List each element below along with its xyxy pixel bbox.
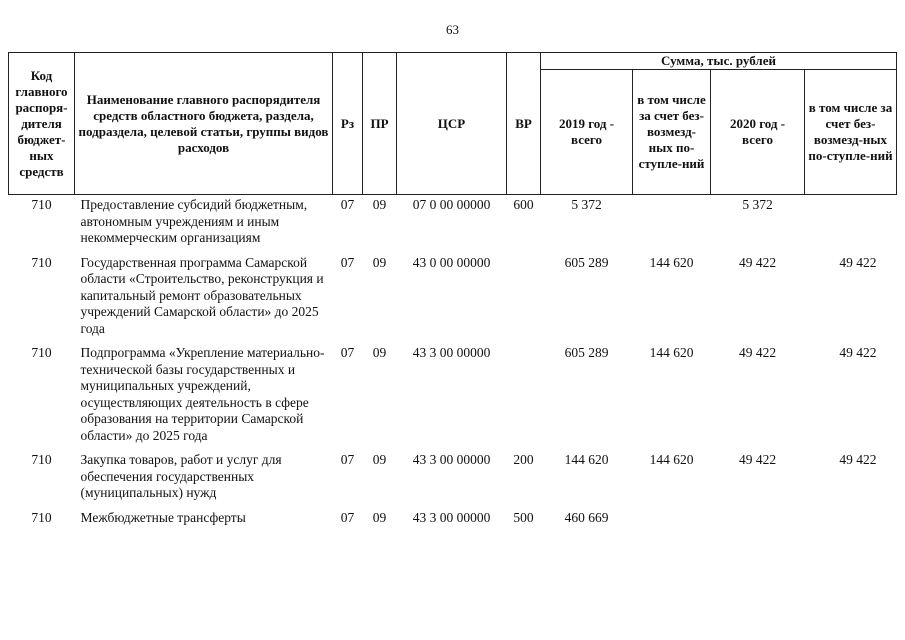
cell-rz: 07 — [340, 452, 355, 467]
cell-rz: 07 — [340, 197, 355, 212]
cell-code: 710 — [31, 452, 52, 467]
cell-vr — [507, 253, 541, 344]
cell-code: 710 — [31, 509, 52, 525]
header-name: Наименование главного распорядителя средств областного бюджета, раздела, подраздела, целевой статьи, группы видов расходов — [75, 53, 333, 195]
cell-2019-free: 144 620 — [649, 452, 694, 467]
header-csr: ЦСР — [397, 53, 507, 195]
cell-code: 710 — [31, 345, 52, 360]
table-row — [9, 450, 897, 508]
header-sum-group: Сумма, тыс. рублей — [541, 53, 897, 70]
header-2019-free: в том числе за счет без-возмезд-ных по-ступле-ний — [633, 70, 711, 195]
table-row — [9, 253, 897, 344]
cell-name: Межбюджетные трансферты — [80, 509, 246, 525]
cell-vr: 200 — [513, 452, 534, 467]
cell-2019-free: 144 620 — [649, 345, 694, 360]
cell-2019-free: 144 620 — [649, 254, 694, 270]
cell-csr: 07 0 00 00000 — [412, 197, 491, 212]
cell-pr: 09 — [372, 254, 387, 270]
cell-2020-free — [805, 195, 897, 253]
cell-2019-total: 144 620 — [564, 452, 609, 467]
cell-csr: 43 3 00 00000 — [412, 345, 491, 360]
cell-name: Закупка товаров, работ и услуг для обеспечения государственных (муниципальных) нужд — [80, 452, 282, 500]
header-2020-free: в том числе за счет без-возмезд-ных по-ступле-ний — [805, 70, 897, 195]
cell-name: Государственная программа Самарской области «Строительство, реконструкция и капитальный ремонт образовательных учреждений Самарской области» до 2025 года — [80, 254, 324, 336]
cell-2020-total: 5 372 — [742, 197, 773, 212]
cell-pr: 09 — [372, 452, 387, 467]
cell-pr: 09 — [372, 509, 387, 525]
cell-2020-total: 49 422 — [738, 345, 777, 360]
table-row — [9, 508, 897, 533]
cell-2019-total: 5 372 — [571, 197, 602, 212]
cell-2020-total — [711, 508, 805, 533]
budget-table — [8, 52, 897, 532]
cell-rz: 07 — [340, 345, 355, 360]
cell-rz: 07 — [340, 254, 355, 270]
cell-2019-free — [633, 195, 711, 253]
header-code: Код главного распоря-дителя бюджет-ных средств — [9, 53, 75, 195]
table-body — [9, 195, 897, 533]
cell-code: 710 — [31, 197, 52, 212]
header-2020-total: 2020 год - всего — [711, 70, 805, 195]
cell-csr: 43 3 00 00000 — [412, 509, 491, 525]
cell-csr: 43 3 00 00000 — [412, 452, 491, 467]
cell-2019-total: 605 289 — [564, 345, 609, 360]
header-pr: ПР — [363, 53, 397, 195]
header-rz: Рз — [333, 53, 363, 195]
cell-2019-total: 605 289 — [564, 254, 609, 270]
cell-name: Предоставление субсидий бюджетным, автономным учреждениям и иным некоммерческим организациям — [80, 197, 308, 245]
cell-pr: 09 — [372, 345, 387, 360]
cell-2020-free: 49 422 — [839, 452, 877, 467]
table-header — [9, 53, 897, 195]
cell-2019-total: 460 669 — [564, 509, 609, 525]
cell-2020-total: 49 422 — [738, 452, 777, 467]
cell-vr — [507, 343, 541, 450]
cell-2019-free — [633, 508, 711, 533]
cell-csr: 43 0 00 00000 — [412, 254, 491, 270]
cell-name: Подпрограмма «Укрепление материально-технической базы государственных и муниципальных учреждений, осуществляющих деятельность в сфере образования на территории Самарской области» до 2025 года — [80, 345, 325, 443]
cell-vr: 500 — [513, 509, 534, 525]
cell-vr: 600 — [513, 197, 534, 212]
header-2019-total: 2019 год - всего — [541, 70, 633, 195]
cell-rz: 07 — [340, 509, 355, 525]
table-row — [9, 343, 897, 450]
cell-2020-free — [805, 508, 897, 533]
cell-2020-free: 49 422 — [839, 345, 877, 360]
cell-code: 710 — [31, 254, 52, 270]
cell-pr: 09 — [372, 197, 387, 212]
header-vr: ВР — [507, 53, 541, 195]
cell-2020-total: 49 422 — [738, 254, 777, 270]
cell-2020-free: 49 422 — [839, 254, 877, 270]
page-number: 63 — [446, 22, 459, 37]
table-row — [9, 195, 897, 253]
